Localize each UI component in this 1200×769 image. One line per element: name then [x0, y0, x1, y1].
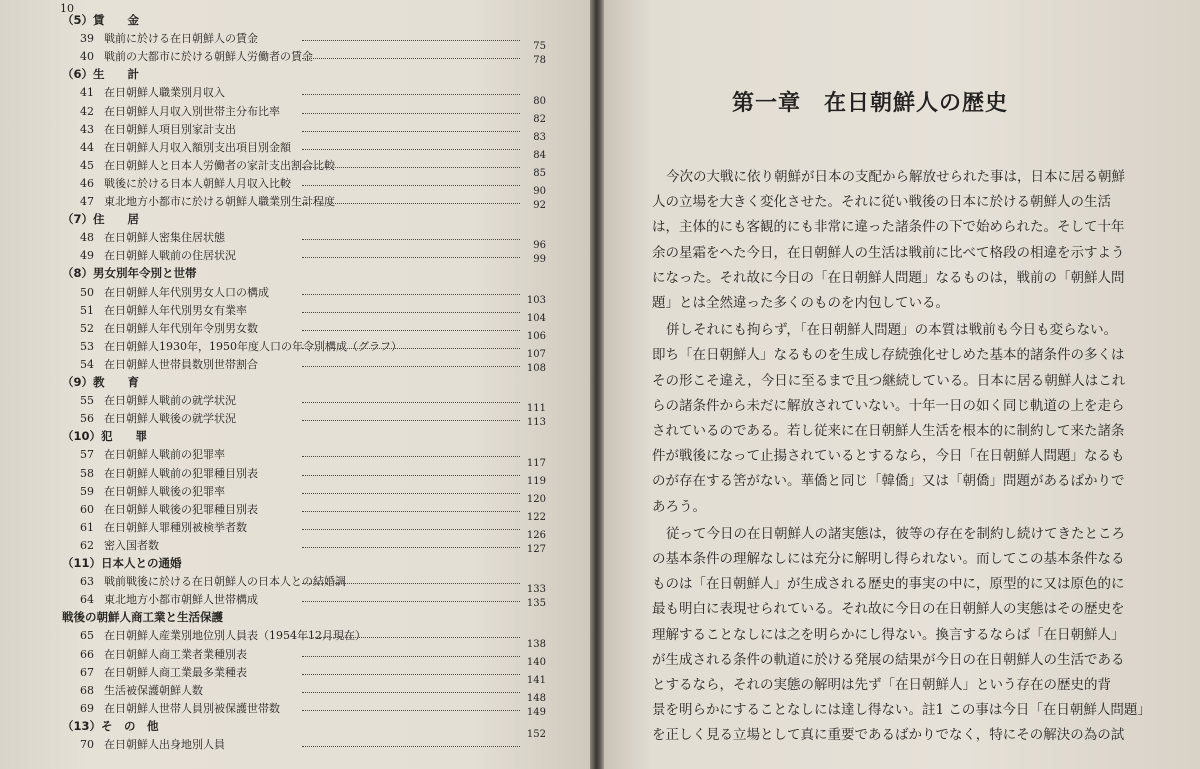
toc-entry [62, 392, 546, 415]
entry-title: 在日朝鮮人戦後の犯罪種目別表 [104, 502, 258, 516]
entry-page: 117 [526, 457, 546, 469]
toc-entry [62, 627, 546, 647]
section-heading: 戦後の朝鮮人商工業と生活保護 [62, 610, 223, 625]
section-heading: （7）住 居 [62, 212, 140, 227]
dot-leader [302, 402, 520, 403]
page-number: 10 [60, 2, 74, 15]
book-gutter [590, 0, 604, 769]
dot-leader [302, 493, 520, 494]
entry-title: 戦前に於ける在日朝鮮人の賃金 [104, 32, 258, 46]
dot-leader [302, 131, 520, 132]
entry-page: 120 [526, 493, 546, 505]
section-heading: （5）賃 金 [62, 13, 140, 27]
toc-entry [62, 729, 546, 756]
entry-page: 75 [533, 41, 546, 53]
toc-entry [62, 692, 546, 720]
entry-number: 58 [80, 466, 94, 480]
entry-page: 113 [526, 417, 546, 429]
dot-leader [302, 113, 520, 114]
body-line: その形こそ違え，今日に至るまで且つ継続している。日本に居る朝鮮人はこれ [652, 372, 1126, 389]
body-line: とするなら，それの実態の解明は先ず「在日朝鮮人」という存在の歴史的背 [652, 677, 1111, 693]
entry-title: 在日朝鮮人戦前の住居状況 [104, 249, 236, 263]
entry-title: 戦後に於ける日本人朝鮮人月収入比較 [104, 176, 291, 190]
dot-leader [302, 348, 520, 349]
entry-title: 生活被保護朝鮮人数 [104, 683, 203, 697]
toc-entry [62, 149, 546, 177]
toc-entry [62, 330, 546, 358]
entry-number: 47 [80, 195, 94, 208]
toc-entry [62, 403, 546, 430]
dot-leader [302, 637, 520, 638]
chapter-title: 第一章 在日朝鮮人の歴史 [732, 90, 1009, 116]
entry-number: 62 [80, 538, 94, 552]
entry-number: 52 [80, 321, 94, 335]
body-line: 余の星霜をへた今日，在日朝鮮人の生活は戦前に比べて格段の相違を示すよう [652, 244, 1125, 261]
entry-number: 42 [80, 104, 94, 118]
entry-page: 119 [526, 475, 546, 487]
dot-leader [302, 294, 520, 295]
entry-number: 55 [80, 394, 94, 408]
toc-entry [62, 84, 546, 104]
dot-leader [302, 312, 520, 313]
entry-page: 92 [533, 200, 546, 212]
entry-title: 戦前戦後に於ける在日朝鮮人の日本人との結婚調 [104, 575, 346, 589]
entry-number: 67 [80, 665, 94, 679]
entry-number: 48 [80, 231, 94, 245]
body-line: 併しそれにも拘らず，「在日朝鮮人問題」の本質は戦前も今日も変らない。 [666, 322, 1118, 339]
body-line: 今次の大戦に依り朝鮮が日本の支配から解放せられた事は，日本に居る朝鮮 [666, 169, 1125, 185]
entry-page: 122 [526, 511, 546, 523]
dot-leader [302, 167, 520, 168]
entry-number: 44 [80, 140, 94, 154]
entry-number: 69 [80, 701, 94, 715]
toc-entry [62, 457, 546, 485]
body-line: 題」とは全然違った多くのものを内包している。 [652, 295, 949, 311]
entry-page: 78 [533, 55, 546, 67]
entry-page: 85 [533, 167, 546, 179]
body-line: 件が戦後になって止揚されているとするなら，今日「在日朝鮮人問題」なるも [652, 448, 1125, 465]
dot-leader [302, 601, 520, 602]
entry-page: 140 [526, 656, 546, 668]
entry-page: 90 [533, 186, 546, 197]
body-line: になった。それ故に今日の「在日朝鮮人問題」なるものは，戦前の「朝鮮人問 [652, 269, 1125, 286]
dot-leader [302, 94, 520, 95]
dot-leader [302, 239, 520, 240]
toc-entry [62, 656, 546, 684]
toc-entry [62, 529, 546, 557]
entry-page: 106 [526, 330, 546, 342]
dot-leader [302, 185, 520, 186]
entry-number: 68 [80, 683, 94, 697]
body-line: ものは「在日朝鮮人」が生成される歴史的事実の中に，原型的に又は原色的に [652, 576, 1125, 593]
dot-leader [302, 58, 520, 59]
entry-title: 在日朝鮮人出身地別人員 [104, 738, 225, 751]
section-heading: （11）日本人との通婚 [62, 556, 182, 570]
toc-entry [62, 493, 546, 521]
toc-entry [62, 229, 546, 252]
entry-title: 密入国者数 [104, 538, 159, 552]
entry-page: 138 [526, 638, 546, 650]
entry-page: 111 [526, 403, 546, 415]
entry-title: 在日朝鮮人月収入額別支出項目別金額 [104, 140, 291, 154]
entry-title: 在日朝鮮人月収入別世帯主分布比率 [104, 104, 280, 118]
entry-number: 40 [80, 50, 94, 64]
body-line: あろう。 [652, 498, 706, 515]
entry-number: 65 [80, 629, 94, 643]
toc-entry [62, 638, 546, 666]
entry-title: 在日朝鮮人罪種別被検挙者数 [104, 520, 247, 534]
entry-number: 45 [80, 158, 94, 172]
dot-leader [302, 547, 520, 548]
toc-entry [62, 584, 546, 611]
dot-leader [302, 257, 520, 258]
toc-entry [62, 131, 546, 159]
toc-entry [62, 674, 546, 702]
entry-title: 在日朝鮮人1930年，1950年度人口の年令別構成（グラフ） [104, 339, 402, 353]
body-line: は，主体的にも客観的にも非常に違った諸条件の下で始められた。そして十年 [652, 219, 1125, 236]
toc-entry [62, 446, 546, 466]
body-line: 人の立場を大きく変化させた。それに従い戦後の日本に於ける朝鮮人の生活 [652, 194, 1111, 211]
entry-title: 在日朝鮮人戦前の就学状況 [104, 394, 236, 408]
entry-page: 133 [526, 584, 546, 596]
entry-title: 在日朝鮮人職業別月収入 [104, 86, 225, 100]
entry-number: 61 [80, 520, 94, 534]
entry-number: 57 [80, 448, 94, 462]
entry-number: 53 [80, 339, 94, 353]
entry-title: 東北地方小都市に於ける朝鮮人職業別生計程度 [104, 195, 335, 208]
dot-leader [302, 746, 520, 747]
toc-entry [62, 312, 546, 340]
toc-entry [62, 475, 546, 503]
entry-number: 66 [80, 647, 94, 661]
entry-title: 在日朝鮮人戦後の就学状況 [104, 412, 236, 426]
entry-number: 46 [80, 176, 94, 190]
dot-leader [302, 40, 520, 41]
entry-title: 在日朝鮮人産業別地位別人員表（1954年12月現在） [104, 629, 366, 643]
body-line: 最も明白に表現せられている。それ故に今日の在日朝鮮人の実態はその歴史を [652, 601, 1125, 618]
entry-number: 56 [80, 412, 94, 426]
toc-entry [62, 294, 546, 322]
dot-leader [302, 692, 520, 693]
entry-page: 103 [526, 294, 546, 306]
entry-page: 96 [533, 240, 546, 252]
toc-entry [62, 186, 546, 213]
entry-number: 43 [80, 122, 94, 136]
entry-page: 99 [533, 254, 546, 266]
entry-page: 149 [526, 706, 546, 718]
entry-number: 54 [80, 357, 94, 371]
section-heading: （8）男女別年令別と世帯 [62, 266, 197, 281]
body-line: を正しく見る立場として真に重要であるばかりでなく，特にその解決の為の試 [652, 727, 1125, 744]
entry-page: 104 [526, 312, 546, 324]
entry-title: 在日朝鮮人世帯員数別世帯割合 [104, 357, 258, 371]
entry-title: 在日朝鮮人密集住居状態 [104, 231, 225, 245]
entry-page: 84 [533, 149, 546, 161]
dot-leader [302, 149, 520, 150]
body-line: が生成される条件の軌道に於ける発展の結果が今日の在日朝鮮人の生活である [652, 651, 1125, 668]
dot-leader [302, 529, 520, 530]
entry-number: 41 [80, 86, 94, 100]
entry-page: 141 [526, 674, 546, 686]
entry-title: 在日朝鮮人戦後の犯罪率 [104, 484, 225, 498]
entry-page: 108 [526, 363, 546, 374]
entry-page: 126 [526, 529, 546, 541]
entry-title: 在日朝鮮人年代別男女人口の構成 [104, 285, 269, 299]
section-heading: （9）教 育 [62, 375, 140, 389]
body-line: 景を明らかにすることなしには達し得ない。註1 この事は今日「在日朝鮮人問題」 [652, 702, 1151, 719]
dot-leader [302, 330, 520, 331]
toc-entry [62, 41, 546, 68]
entry-number: 63 [80, 575, 94, 589]
section-heading: （6）生 計 [62, 67, 140, 82]
dot-leader [302, 511, 520, 512]
left-page-contents [0, 0, 590, 769]
entry-page: 107 [526, 348, 546, 360]
right-page-chapter [604, 0, 1200, 769]
entry-title: 在日朝鮮人項目別家計支出 [104, 122, 236, 136]
dot-leader [302, 674, 520, 675]
entry-number: 59 [80, 484, 94, 498]
entry-page: 148 [526, 692, 546, 704]
entry-title: 在日朝鮮人年代別男女有業率 [104, 303, 247, 317]
entry-title: 東北地方小都市朝鮮人世帯構成 [104, 593, 258, 607]
entry-page: 80 [533, 95, 546, 107]
body-line: の基本条件の理解なしには充分に解明し得られない。而してこの基本条件なる [652, 551, 1125, 567]
body-line: 理解することなしには之を明らかにし得ない。換言するならば「在日朝鮮人」 [652, 626, 1125, 643]
entry-title: 在日朝鮮人商工業最多業種表 [104, 665, 247, 679]
entry-number: 39 [80, 32, 94, 46]
body-line: されているのである。若し従来に在日朝鮮人生活を根本的に制約して来た諸条 [652, 423, 1125, 439]
entry-title: 在日朝鮮人戦前の犯罪種目別表 [104, 466, 258, 480]
section-heading: （13）そ の 他 [62, 718, 159, 733]
dot-leader [302, 456, 520, 457]
body-line: らの諸条件から未だに解放されていない。十年一日の如く同じ軌道の上を走ら [652, 397, 1125, 414]
entry-page: 127 [526, 544, 546, 555]
dot-leader [302, 366, 520, 367]
toc-entry [62, 511, 546, 539]
entry-number: 60 [80, 502, 94, 516]
entry-page: 82 [533, 113, 546, 125]
toc-entry [62, 284, 546, 304]
entry-page: 152 [526, 729, 546, 740]
entry-title: 在日朝鮮人戦前の犯罪率 [104, 448, 225, 462]
entry-title: 在日朝鮮人商工業者業種別表 [104, 647, 247, 661]
body-line: 従って今日の在日朝鮮人の諸実態は，彼等の存在を制約し続けてきたところ [666, 525, 1125, 542]
body-line: のが存在する筈がない。華僑と同じ「韓僑」又は「朝僑」問題があるばかりで [652, 473, 1125, 490]
entry-title: 戦前の大都市に於ける朝鮮人労働者の賃金 [104, 50, 313, 64]
entry-title: 在日朝鮮人年代別年令別男女数 [104, 321, 258, 335]
dot-leader [302, 656, 520, 657]
dot-leader [302, 203, 520, 204]
toc-entry [62, 573, 546, 596]
dot-leader [302, 710, 520, 711]
dot-leader [302, 475, 520, 476]
entry-page: 135 [526, 598, 546, 610]
toc-entry [62, 30, 546, 53]
toc-entry [62, 113, 546, 141]
entry-number: 51 [80, 303, 94, 317]
entry-number: 70 [80, 738, 94, 751]
dot-leader [302, 583, 520, 584]
entry-number: 64 [80, 593, 94, 607]
entry-number: 50 [80, 285, 94, 299]
entry-number: 49 [80, 249, 94, 263]
body-line: 即ち「在日朝鮮人」なるものを生成し存続強化せしめた基本的諸条件の多くは [652, 347, 1125, 364]
entry-page: 83 [533, 131, 546, 143]
dot-leader [302, 420, 520, 421]
entry-title: 在日朝鮮人世帯人員別被保護世帯数 [104, 701, 280, 715]
toc-entry [62, 167, 546, 195]
entry-title: 在日朝鮮人と日本人労働者の家計支出割合比較 [104, 158, 335, 172]
toc-entry [62, 240, 546, 267]
section-heading: （10）犯 罪 [62, 429, 148, 444]
toc-entry [62, 95, 546, 123]
toc-entry [62, 348, 546, 376]
